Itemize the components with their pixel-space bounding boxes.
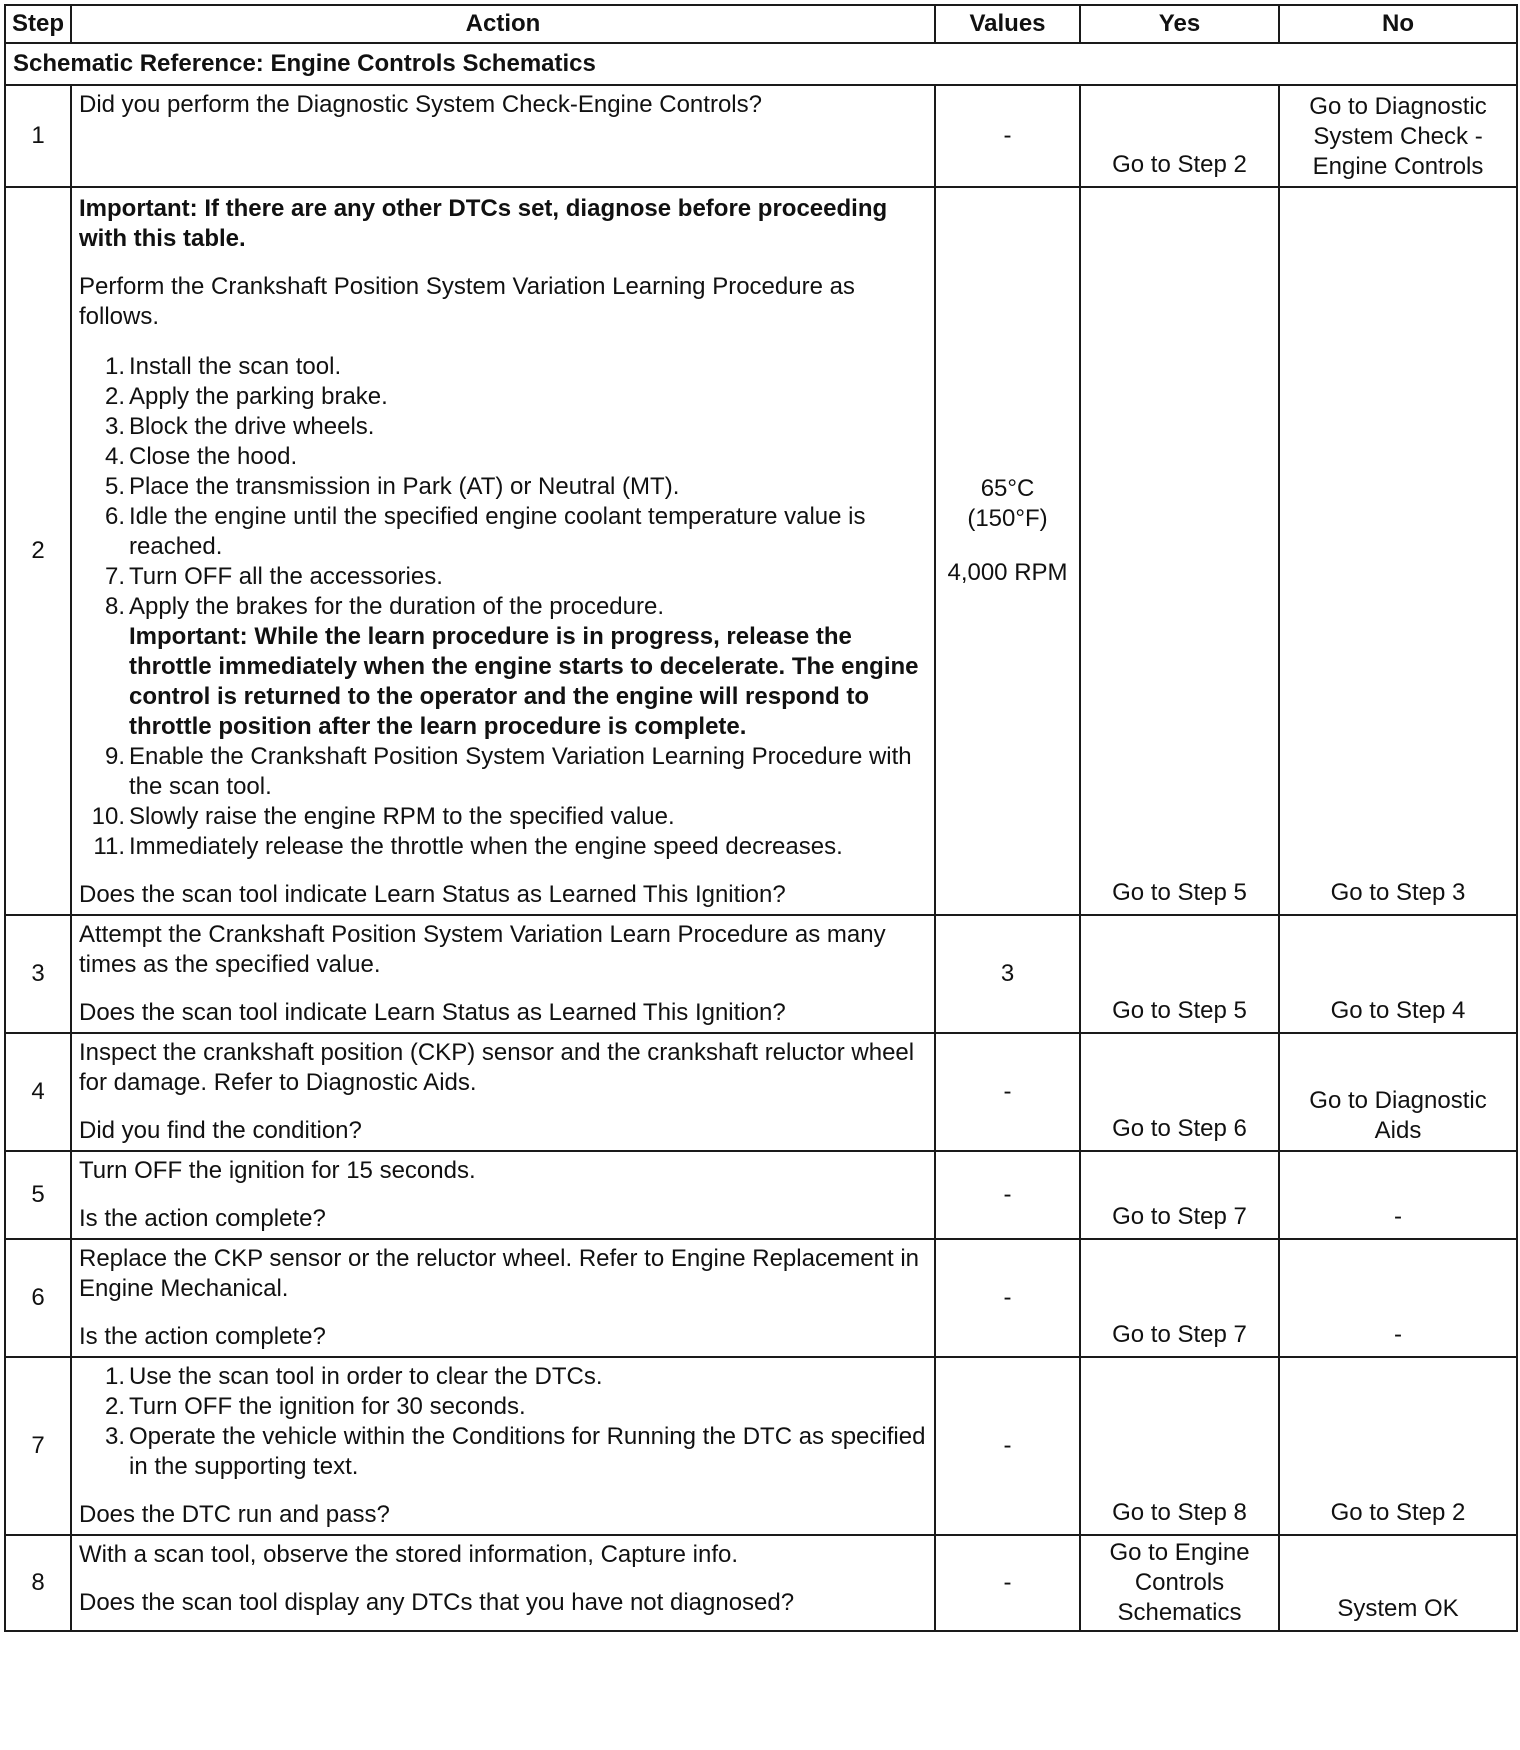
- header-step: Step: [5, 5, 71, 43]
- step-number: 8: [5, 1535, 71, 1631]
- step-number: 3: [5, 915, 71, 1033]
- step-number: 4: [5, 1033, 71, 1151]
- table-row: [5, 1151, 1517, 1239]
- list-item: 3. Block the drive wheels.: [104, 413, 375, 440]
- action-cell: [71, 1151, 935, 1239]
- diagnostic-table-sheet: [4, 4, 1516, 1632]
- action-text: Replace the CKP sensor or the reluctor wheel. Refer to Engine Replacement in Engine Mechanical.: [79, 1245, 920, 1302]
- no-cell: System OK: [1279, 1535, 1517, 1631]
- no-cell: Go to Step 2: [1279, 1357, 1517, 1535]
- table-row: [5, 187, 1517, 915]
- value-rpm: 4,000 RPM: [947, 559, 1068, 586]
- header-no: No: [1279, 5, 1517, 43]
- no-cell: Go to Step 4: [1279, 915, 1517, 1033]
- schematic-reference-row: [5, 43, 1517, 85]
- list-item: 10. Slowly raise the engine RPM to the specified value.: [91, 803, 675, 830]
- action-cell: [71, 1535, 935, 1631]
- step-number: 5: [5, 1151, 71, 1239]
- action-cell: [71, 915, 935, 1033]
- yes-cell: Go to Step 7: [1080, 1239, 1279, 1357]
- action-cell: [71, 1033, 935, 1151]
- no-cell: Go to Diagnostic Aids: [1279, 1033, 1517, 1151]
- list-item: 3. Operate the vehicle within the Conditions for Running the DTC as specified in the supporting text.: [104, 1423, 926, 1480]
- important-note: Important: If there are any other DTCs set, diagnose before proceeding with this table.: [79, 195, 888, 252]
- yes-cell: Go to Step 6: [1080, 1033, 1279, 1151]
- action-text: Inspect the crankshaft position (CKP) sensor and the crankshaft reluctor wheel for damage. Refer to Diagnostic Aids.: [79, 1039, 915, 1096]
- table-row: [5, 85, 1517, 187]
- list-item: 5. Place the transmission in Park (AT) or Neutral (MT).: [104, 473, 680, 500]
- values-cell: -: [935, 85, 1080, 187]
- list-item: 6. Idle the engine until the specified engine coolant temperature value is reached.: [104, 503, 866, 560]
- values-cell: -: [935, 1033, 1080, 1151]
- step-number: 6: [5, 1239, 71, 1357]
- value-temp-f: (150°F): [967, 505, 1048, 532]
- header-values: Values: [935, 5, 1080, 43]
- no-cell: -: [1279, 1151, 1517, 1239]
- action-text: Attempt the Crankshaft Position System Variation Learn Procedure as many times as the specified value.: [79, 921, 886, 978]
- action-text: Turn OFF the ignition for 15 seconds.: [79, 1157, 476, 1184]
- yes-cell: Go to Step 8: [1080, 1357, 1279, 1535]
- step-number: 2: [5, 187, 71, 915]
- question-text: Does the DTC run and pass?: [79, 1501, 390, 1528]
- schematic-reference: Schematic Reference: Engine Controls Schematics: [5, 43, 1517, 85]
- list-item: 4. Close the hood.: [104, 443, 298, 470]
- values-cell: -: [935, 1357, 1080, 1535]
- values-cell: -: [935, 1151, 1080, 1239]
- list-item: 11. Immediately release the throttle when the engine speed decreases.: [93, 833, 843, 860]
- header-yes: Yes: [1080, 5, 1279, 43]
- action-text: With a scan tool, observe the stored information, Capture info.: [79, 1541, 739, 1568]
- procedure-list: [79, 1362, 927, 1482]
- diagnostic-table: [4, 4, 1518, 1632]
- no-cell: Go to Diagnostic System Check - Engine Controls: [1279, 85, 1517, 187]
- list-item: 1. Use the scan tool in order to clear the DTCs.: [104, 1363, 603, 1390]
- table-row: [5, 1239, 1517, 1357]
- list-item: 9. Enable the Crankshaft Position System Variation Learning Procedure with the scan tool.: [104, 743, 912, 800]
- table-row: [5, 1357, 1517, 1535]
- list-item: 1. Install the scan tool.: [104, 353, 342, 380]
- yes-cell: Go to Step 5: [1080, 915, 1279, 1033]
- list-item: 2. Turn OFF the ignition for 30 seconds.: [104, 1393, 526, 1420]
- step-number: 7: [5, 1357, 71, 1535]
- no-cell: Go to Step 3: [1279, 187, 1517, 915]
- header-row: [5, 5, 1517, 43]
- action-cell: [71, 1239, 935, 1357]
- question-text: Does the scan tool indicate Learn Status as Learned This Ignition?: [79, 999, 786, 1026]
- yes-cell: Go to Step 5: [1080, 187, 1279, 915]
- values-cell: -: [935, 1239, 1080, 1357]
- yes-cell: Go to Step 2: [1080, 85, 1279, 187]
- value-temp-c: 65°C: [980, 475, 1035, 502]
- question-text: Did you find the condition?: [79, 1117, 362, 1144]
- values-cell: -: [935, 1535, 1080, 1631]
- list-item: 7. Turn OFF all the accessories.: [104, 563, 443, 590]
- list-item: 2. Apply the parking brake.: [104, 383, 388, 410]
- table-row: [5, 915, 1517, 1033]
- yes-cell: Go to Step 7: [1080, 1151, 1279, 1239]
- procedure-list: [79, 350, 927, 862]
- question-text: Does the scan tool display any DTCs that you have not diagnosed?: [79, 1589, 795, 1616]
- action-text: Did you perform the Diagnostic System Check-Engine Controls?: [79, 91, 762, 118]
- table-row: [5, 1033, 1517, 1151]
- question-text: Does the scan tool indicate Learn Status as Learned This Ignition?: [79, 881, 786, 908]
- table-row: [5, 1535, 1517, 1631]
- no-cell: -: [1279, 1239, 1517, 1357]
- action-cell: [71, 187, 935, 915]
- action-text: Perform the Crankshaft Position System Variation Learning Procedure as follows.: [79, 273, 855, 330]
- list-item: 8. Apply the brakes for the duration of the procedure. Important: While the learn procedure is in progress, release the throttle immediately when the engine starts to decelerate. The engine control is returned to the operator and the engine will respond to throttle position after the learn procedure is complete.: [91, 592, 927, 742]
- question-text: Is the action complete?: [79, 1323, 326, 1350]
- yes-cell: Go to Engine Controls Schematics: [1080, 1535, 1279, 1631]
- values-cell: 3: [935, 915, 1080, 1033]
- step-number: 1: [5, 85, 71, 187]
- action-cell: [71, 1357, 935, 1535]
- values-cell: [935, 187, 1080, 915]
- important-note: Important: While the learn procedure is in progress, release the throttle immediately when the engine starts to decelerate. The engine control is returned to the operator and the engine will respond to throttle position after the learn procedure is complete.: [129, 623, 919, 740]
- action-cell: [71, 85, 935, 187]
- header-action: Action: [71, 5, 935, 43]
- question-text: Is the action complete?: [79, 1205, 326, 1232]
